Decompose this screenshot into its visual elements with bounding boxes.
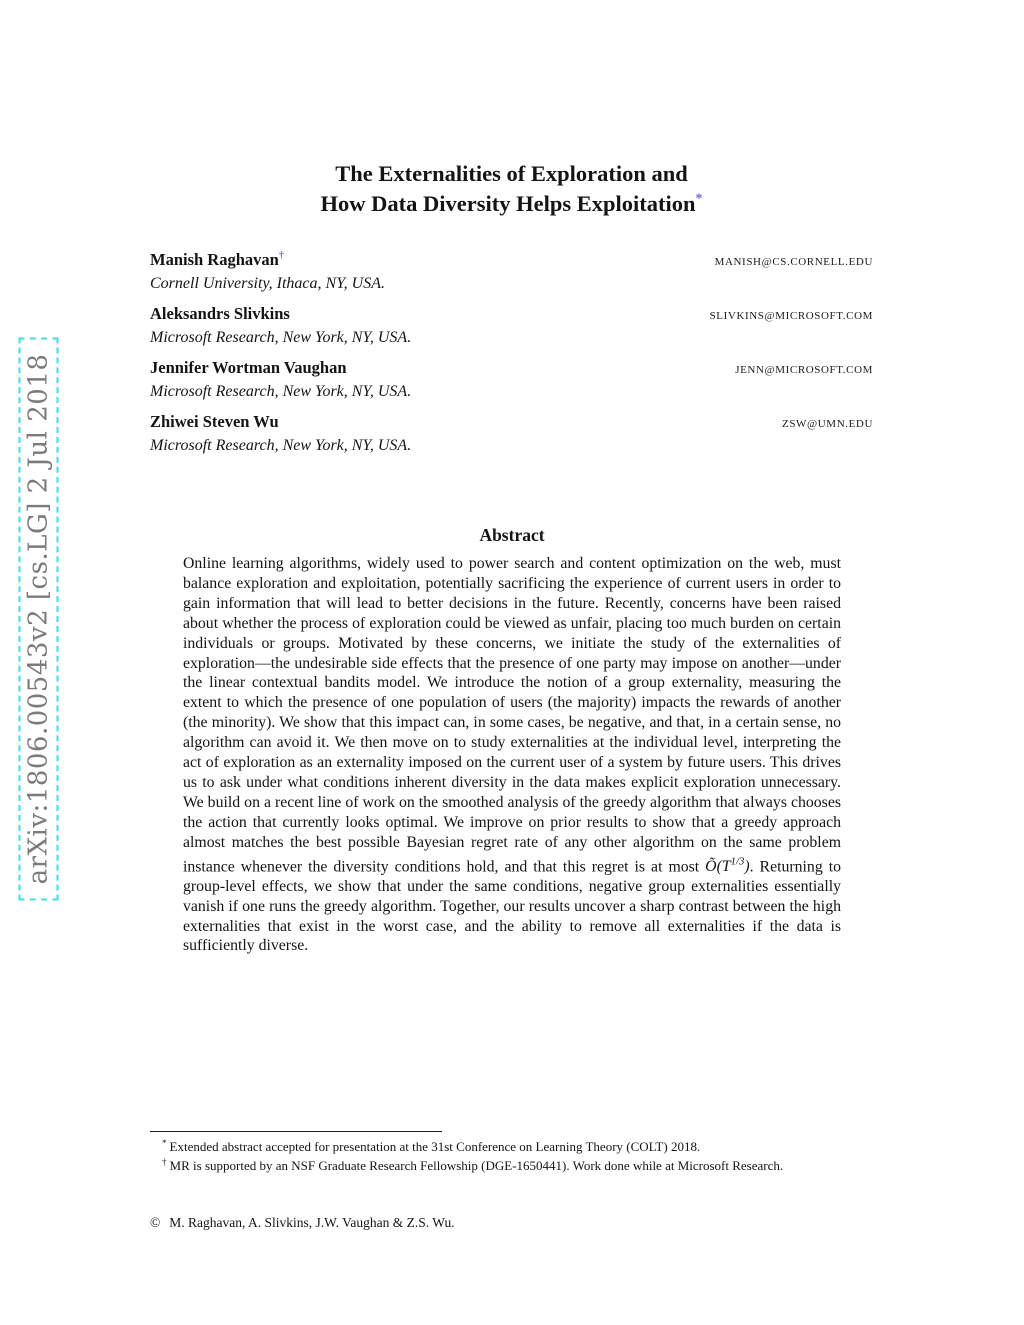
footnote-rule [150, 1131, 442, 1132]
footnote [150, 1137, 873, 1156]
abstract-heading: Abstract [479, 525, 545, 545]
author-affiliation: Microsoft Research, New York, NY, USA. [150, 437, 412, 454]
copyright-icon: © [150, 1215, 161, 1230]
abstract-body [183, 554, 841, 956]
author-row [150, 249, 873, 294]
author-affiliation: Microsoft Research, New York, NY, USA. [150, 383, 412, 400]
abstract-text-before-formula: Online learning algorithms, widely used to power search and content optimization on the web, must balance exploration and exploitation, potentially sacrificing the experience of current users in order to gain information that will lead to better decisions in the future. Recently, concerns have been raised about whether the process of exploration could be viewed as unfair, placing too much burden on certain individuals or groups. Motivated by these concerns, we initiate the study of the externalities of exploration—the undesirable side effects that the presence of one party may impose on another—under the linear contextual bandits model. We introduce the notion of a group externality, measuring the extent to which the presence of one population of users (the majority) impacts the rewards of another (the minority). We show that this impact can, in some cases, be negative, and that, in a certain sense, no algorithm can avoid it. We then move on to study externalities at the individual level, interpreting the act of exploration as an externality imposed on the current user of a system by future users. This drives us to ask under what conditions inherent diversity in the data makes explicit exploration unnecessary. We build on a recent line of work on the smoothed analysis of the greedy algorithm that always chooses the action that currently looks optimal. We improve on prior results to show that a greedy approach almost matches the best possible Bayesian regret rate of any other algorithm on the same problem instance whenever the diversity conditions hold, and that this regret is at most [183, 555, 841, 875]
author-email: JENN@MICROSOFT.COM [735, 364, 873, 376]
paper-title [150, 159, 873, 219]
author-affiliation: Cornell University, Ithaca, NY, USA. [150, 275, 385, 292]
footnote-marker: * [162, 1137, 167, 1148]
title-footnote-marker-link[interactable]: * [695, 191, 703, 207]
footnote-text: MR is supported by an NSF Graduate Research Fellowship (DGE-1650441). Work done while at Microsoft Research. [169, 1158, 784, 1173]
author-affiliation: Microsoft Research, New York, NY, USA. [150, 329, 412, 346]
author-name: Jennifer Wortman Vaughan [150, 358, 347, 377]
footnote-block [150, 1131, 873, 1175]
author-name: Aleksandrs Slivkins [150, 304, 290, 323]
paper-title-line2: How Data Diversity Helps Exploitation* [320, 191, 703, 216]
paper-title-line1: The Externalities of Exploration and [335, 161, 688, 186]
author-email: SLIVKINS@MICROSOFT.COM [709, 310, 873, 322]
footnote-text: Extended abstract accepted for presentation at the 31st Conference on Learning Theory (COLT) 2018. [169, 1139, 701, 1154]
footnote [150, 1156, 873, 1175]
author-name: Manish Raghavan† [150, 250, 284, 269]
copyright-line [150, 1214, 873, 1232]
footnote-marker: † [162, 1156, 167, 1167]
author-email: ZSW@UMN.EDU [782, 418, 873, 430]
author-row [150, 357, 873, 402]
author-email: MANISH@CS.CORNELL.EDU [714, 256, 873, 268]
authors-block [150, 249, 873, 465]
copyright-text: M. Raghavan, A. Slivkins, J.W. Vaughan & Z.S. Wu. [169, 1215, 455, 1230]
author-row [150, 411, 873, 456]
abstract-section [183, 524, 841, 956]
author-row [150, 303, 873, 348]
author-footnote-marker-link[interactable]: † [278, 250, 284, 262]
author-name: Zhiwei Steven Wu [150, 412, 279, 431]
arxiv-watermark-band [19, 338, 59, 901]
abstract-text-after-formula: . Returning to group-level effects, we show that under the same conditions, negative group externalities essentially vanish if one runs the greedy algorithm. Together, our results uncover a sharp contrast between the high externalities that exist in the worst case, and the ability to remove all externalities if the data is sufficiently diverse. [183, 857, 841, 955]
arxiv-identifier: arXiv:1806.00543v2 [cs.LG] 2 Jul 2018 [23, 353, 54, 885]
regret-bound-formula: $Õ(T^{1/3})$ [705, 855, 750, 875]
